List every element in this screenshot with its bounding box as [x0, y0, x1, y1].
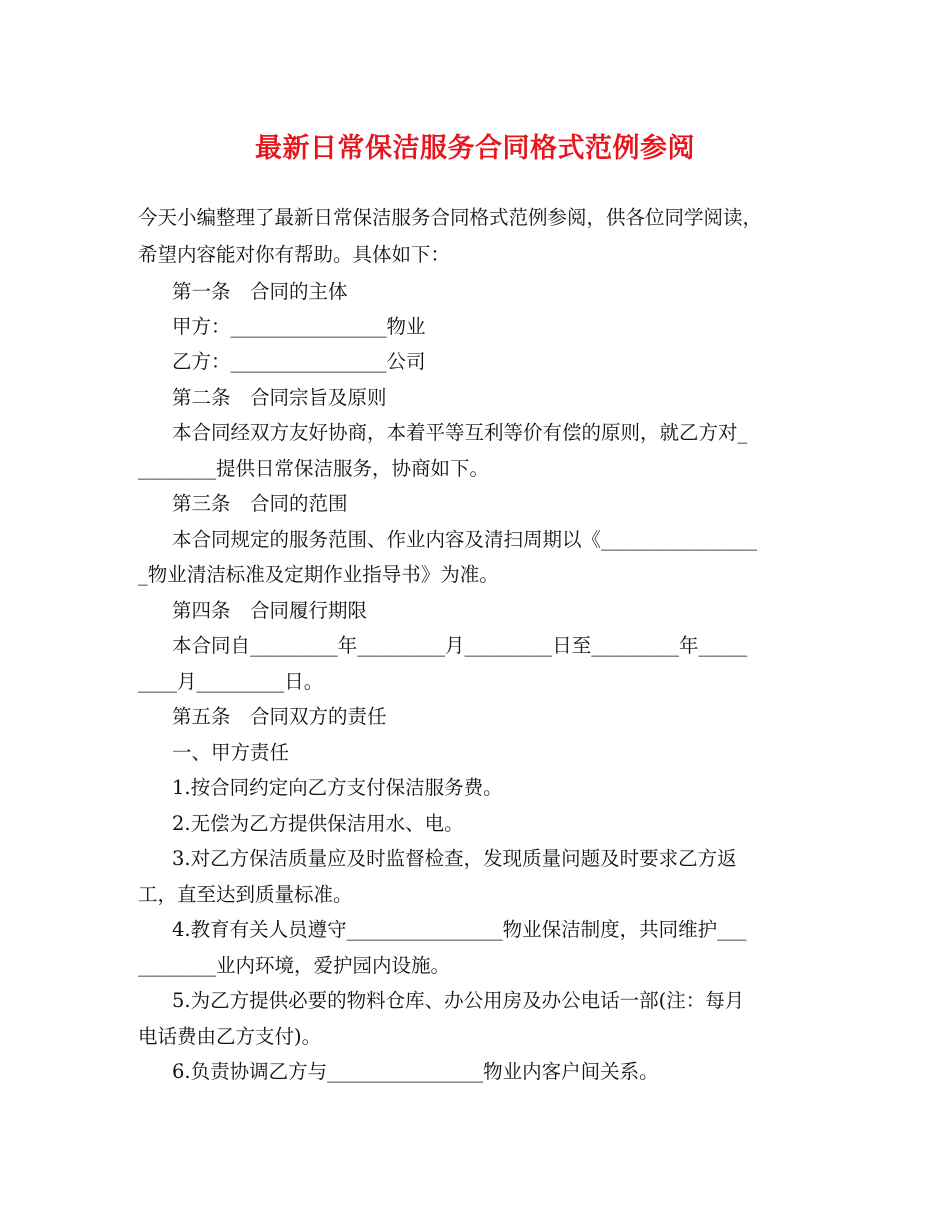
list-item-continuation: ________业内环境，爱护园内设施。 — [138, 954, 451, 977]
paragraph-line: ____月_________日。 — [138, 670, 324, 693]
article-heading: 第一条 合同的主体 — [172, 280, 348, 303]
article-heading: 第二条 合同宗旨及原则 — [172, 386, 387, 409]
party-a-line: 甲方：________________物业 — [172, 315, 426, 338]
list-item-continuation: 电话费由乙方支付)。 — [138, 1025, 322, 1048]
paragraph-line: ________提供日常保洁服务，协商如下。 — [138, 457, 490, 480]
list-item: 3.对乙方保洁质量应及时监督检查，发现质量问题及时要求乙方返 — [172, 847, 737, 870]
paragraph-line: 本合同经双方友好协商，本着平等互利等价有偿的原则，就乙方对_ — [172, 421, 748, 444]
list-item-continuation: 工，直至达到质量标准。 — [138, 883, 353, 906]
paragraph-line: 本合同规定的服务范围、作业内容及清扫周期以《________________ — [172, 528, 758, 551]
intro-line: 今天小编整理了最新日常保洁服务合同格式范例参阅，供各位同学阅读， — [138, 206, 763, 229]
list-item: 1.按合同约定向乙方支付保洁服务费。 — [172, 776, 503, 799]
article-heading: 第四条 合同履行期限 — [172, 599, 368, 622]
section-heading: 一、甲方责任 — [172, 741, 290, 764]
article-heading: 第五条 合同双方的责任 — [172, 705, 387, 728]
paragraph-line: 本合同自_________年_________月_________日至_________年_____ — [172, 634, 748, 657]
document-title: 最新日常保洁服务合同格式范例参阅 — [255, 133, 695, 164]
list-item: 2.无偿为乙方提供保洁用水、电。 — [172, 812, 464, 835]
intro-line: 希望内容能对你有帮助。具体如下： — [138, 243, 451, 266]
list-item: 4.教育有关人员遵守________________物业保洁制度，共同维护___ — [172, 918, 747, 941]
paragraph-line: _物业清洁标准及定期作业指导书》为准。 — [138, 563, 499, 586]
article-heading: 第三条 合同的范围 — [172, 492, 348, 515]
party-b-line: 乙方：________________公司 — [172, 350, 426, 373]
list-item: 5.为乙方提供必要的物料仓库、办公用房及办公电话一部(注：每月 — [172, 989, 745, 1012]
list-item: 6.负责协调乙方与________________物业内客户间关系。 — [172, 1060, 659, 1083]
